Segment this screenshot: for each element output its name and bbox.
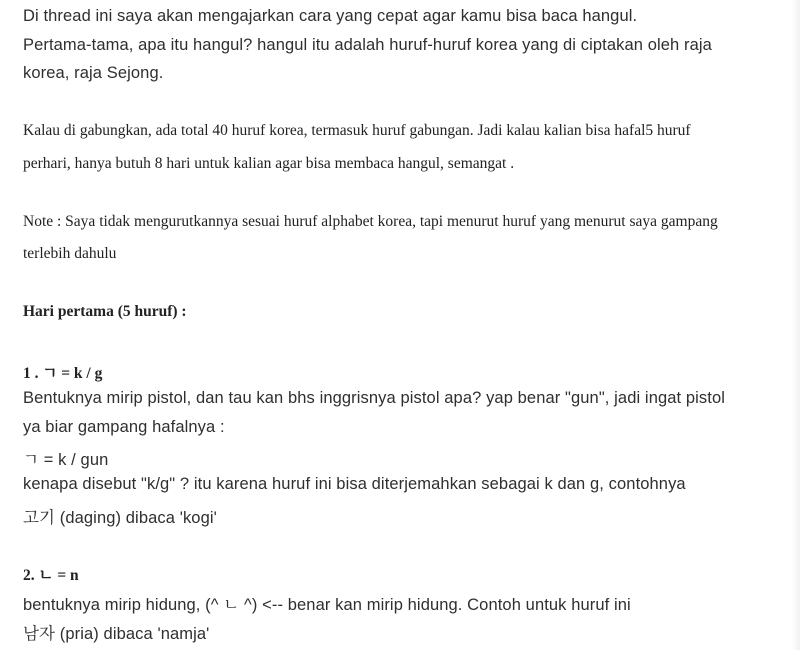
- intro-line-1: Di thread ini saya akan mengajarkan cara yang cepat agar kamu bisa baca hangul.: [23, 7, 638, 25]
- page-right-edge: [792, 0, 800, 650]
- note-line-1: Note : Saya tidak mengurutkannya sesuai huruf alphabet korea, tapi menurut huruf yang menurut saya gampang: [23, 213, 718, 230]
- letter-n-example: 남자 (pria) dibaca 'namja': [23, 625, 210, 643]
- letter-n-description: bentuknya mirip hidung, (^ ㄴ ^) <-- benar kan mirip hidung. Contoh untuk huruf ini: [23, 596, 631, 614]
- letter-g-explanation: kenapa disebut "k/g" ? itu karena huruf ini bisa diterjemahkan sebagai k dan g, contohnya: [23, 475, 686, 493]
- letter-n-heading: 2. ㄴ = n: [23, 567, 79, 584]
- total-letters-line-1: Kalau di gabungkan, ada total 40 huruf korea, termasuk huruf gabungan. Jadi kalau kalian bisa hafal5 huruf: [23, 122, 691, 139]
- letter-g-description-line-2: ya biar gampang hafalnya :: [23, 418, 225, 436]
- intro-line-2: Pertama-tama, apa itu hangul? hangul itu adalah huruf-huruf korea yang di ciptakan oleh raja: [23, 36, 712, 54]
- letter-g-description-line-1: Bentuknya mirip pistol, dan tau kan bhs inggrisnya pistol apa? yap benar "gun", jadi ingat pistol: [23, 389, 726, 407]
- letter-g-heading: 1 . ㄱ = k / g: [23, 365, 103, 382]
- note-line-2: terlebih dahulu: [23, 245, 117, 262]
- intro-line-3: korea, raja Sejong.: [23, 64, 164, 82]
- letter-g-mnemonic: ㄱ = k / gun: [23, 451, 109, 469]
- total-letters-line-2: perhari, hanya butuh 8 hari untuk kalian agar bisa membaca hangul, semangat .: [23, 155, 515, 172]
- day-one-heading: Hari pertama (5 huruf) :: [23, 303, 187, 320]
- letter-g-example: 고기 (daging) dibaca 'kogi': [23, 509, 217, 527]
